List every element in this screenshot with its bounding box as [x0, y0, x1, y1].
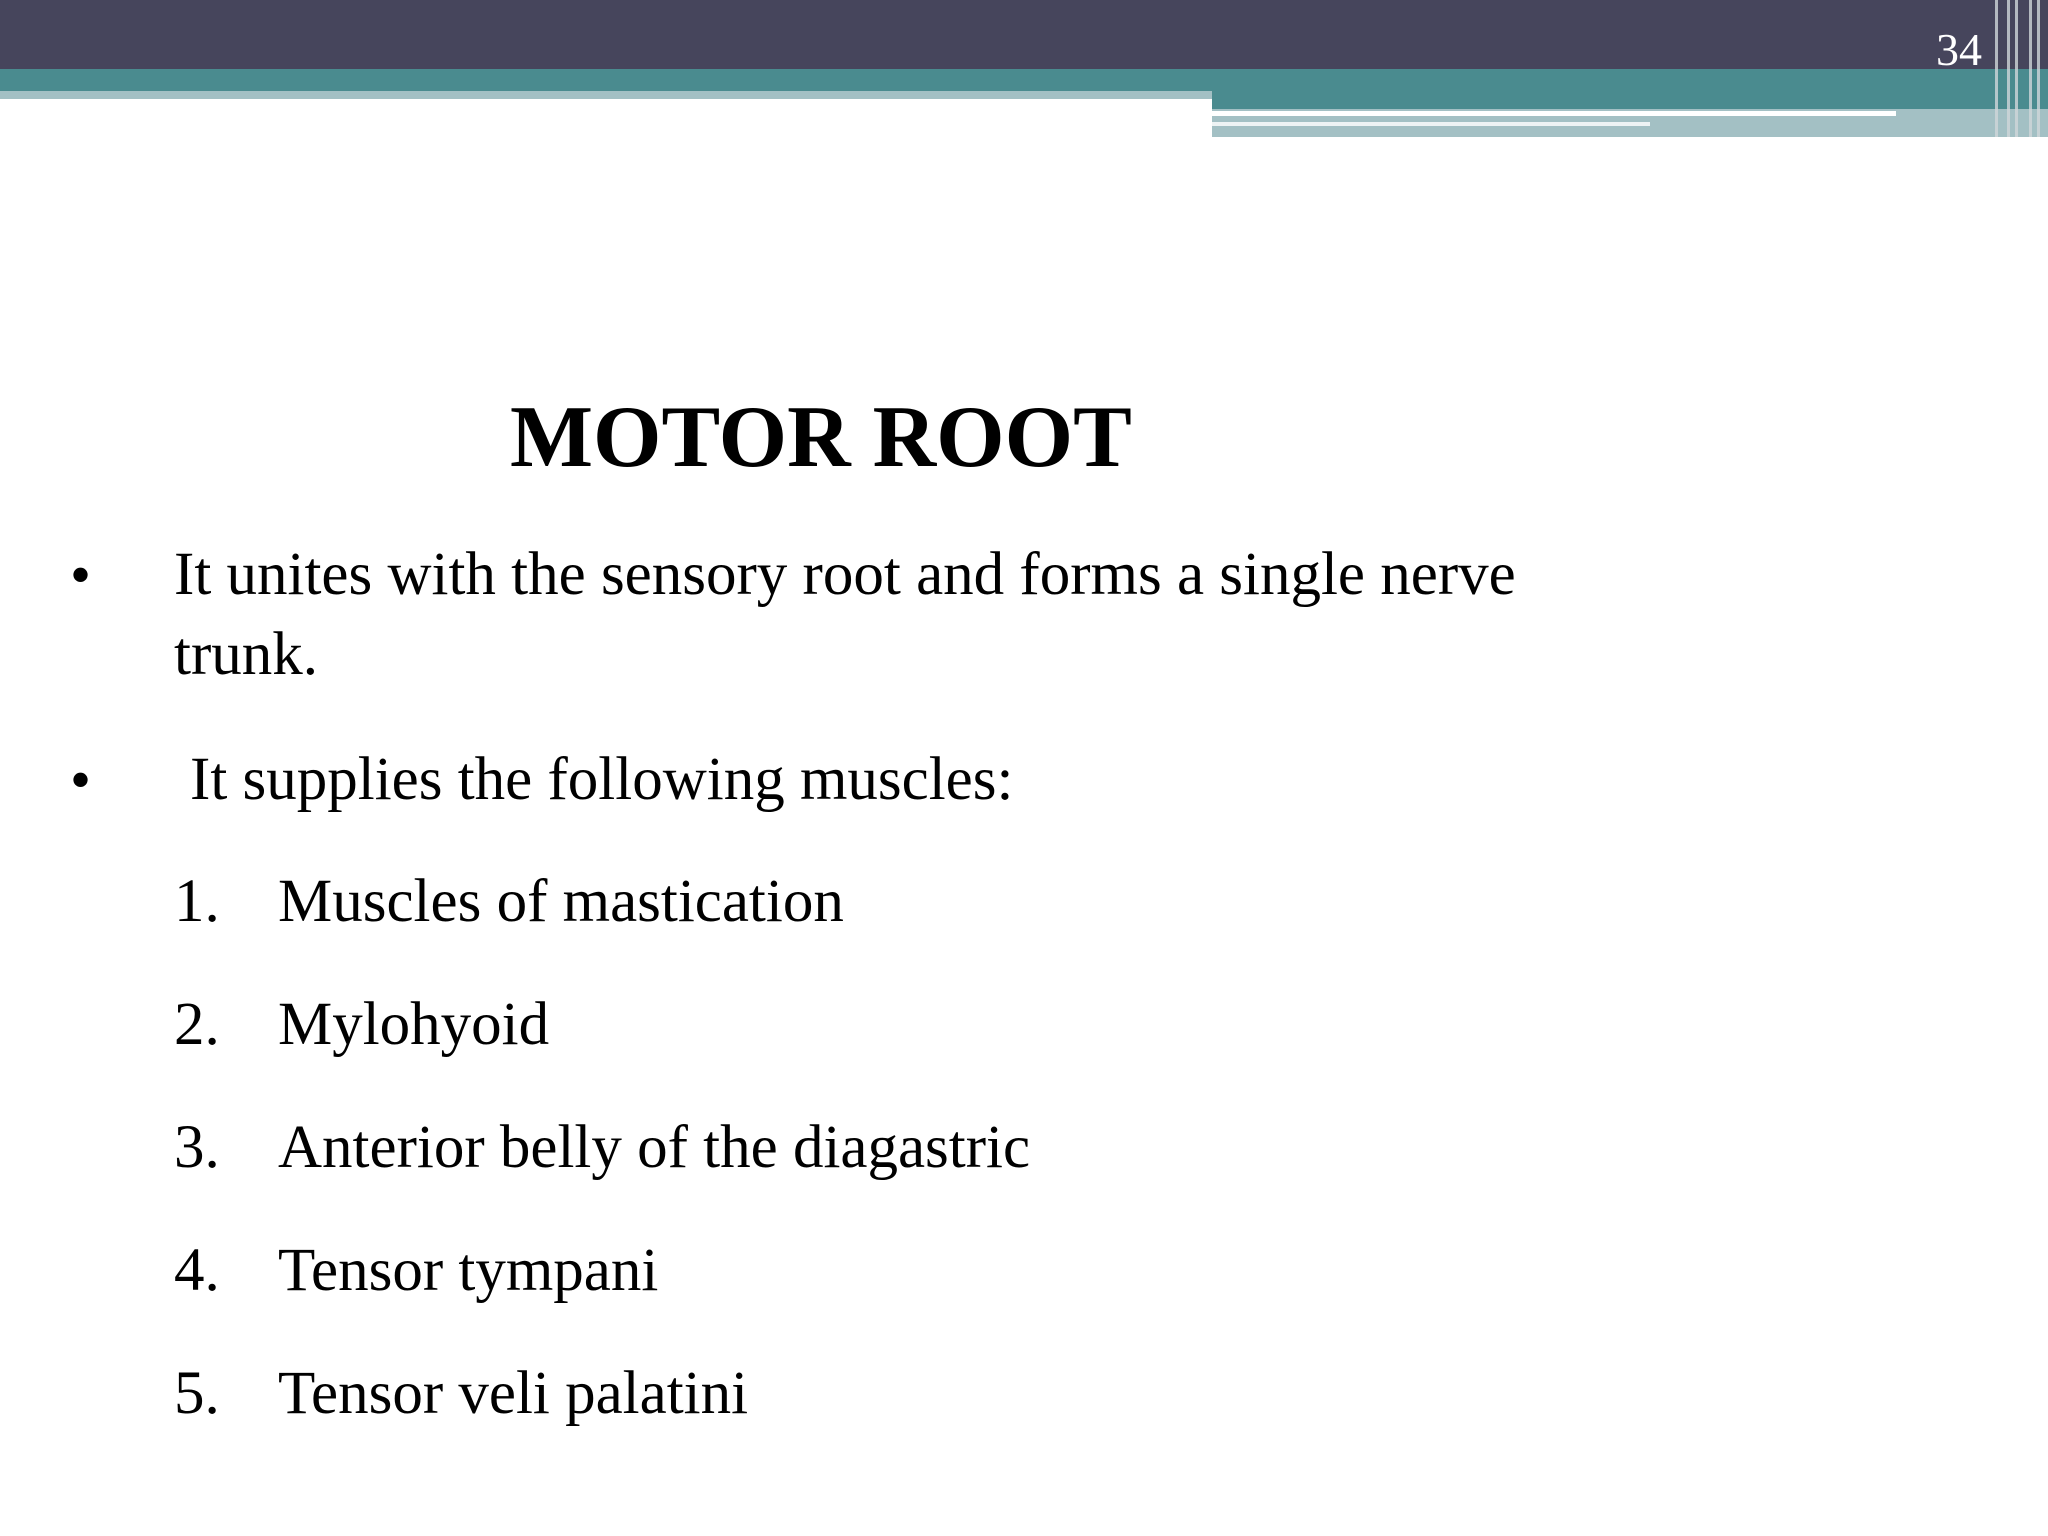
numbered-label: 2.: [174, 991, 220, 1058]
numbered-item: [0, 985, 2048, 1065]
numbered-item: [0, 1354, 2048, 1434]
header-divider-line: [1212, 111, 1896, 116]
header-band-light: [0, 91, 1212, 99]
numbered-item: [0, 1108, 2048, 1188]
bullet-marker: •: [70, 747, 92, 813]
numbered-label: 1.: [174, 868, 220, 935]
bullet-marker: •: [70, 542, 92, 608]
bullet-text-line1: It unites with the sensory root and forms a single nerve: [174, 541, 1516, 608]
numbered-text: Tensor veli palatini: [278, 1360, 749, 1427]
bullet-text-line2: trunk.: [174, 621, 319, 688]
numbered-text: Mylohyoid: [278, 991, 550, 1058]
numbered-text: Tensor tympani: [278, 1237, 659, 1304]
numbered-label: 5.: [174, 1360, 220, 1427]
bullet-item: [0, 740, 2048, 820]
header-divider-line-2: [1212, 122, 1650, 126]
numbered-item: [0, 1231, 2048, 1311]
header-band-teal: [0, 69, 1212, 91]
header-band-teal-right: [1212, 69, 2048, 109]
numbered-text: Muscles of mastication: [278, 868, 844, 935]
header-band-dark: [0, 0, 2048, 69]
slide-title: MOTOR ROOT: [510, 389, 1132, 486]
numbered-item: [0, 862, 2048, 942]
bullet-item: [0, 535, 2048, 695]
numbered-label: 4.: [174, 1237, 220, 1304]
numbered-label: 3.: [174, 1114, 220, 1181]
numbered-text: Anterior belly of the diagastric: [278, 1114, 1031, 1181]
header-stripes: [1985, 0, 2048, 137]
bullet-text: It supplies the following muscles:: [190, 746, 1014, 813]
page-number: 34: [1936, 24, 1982, 75]
